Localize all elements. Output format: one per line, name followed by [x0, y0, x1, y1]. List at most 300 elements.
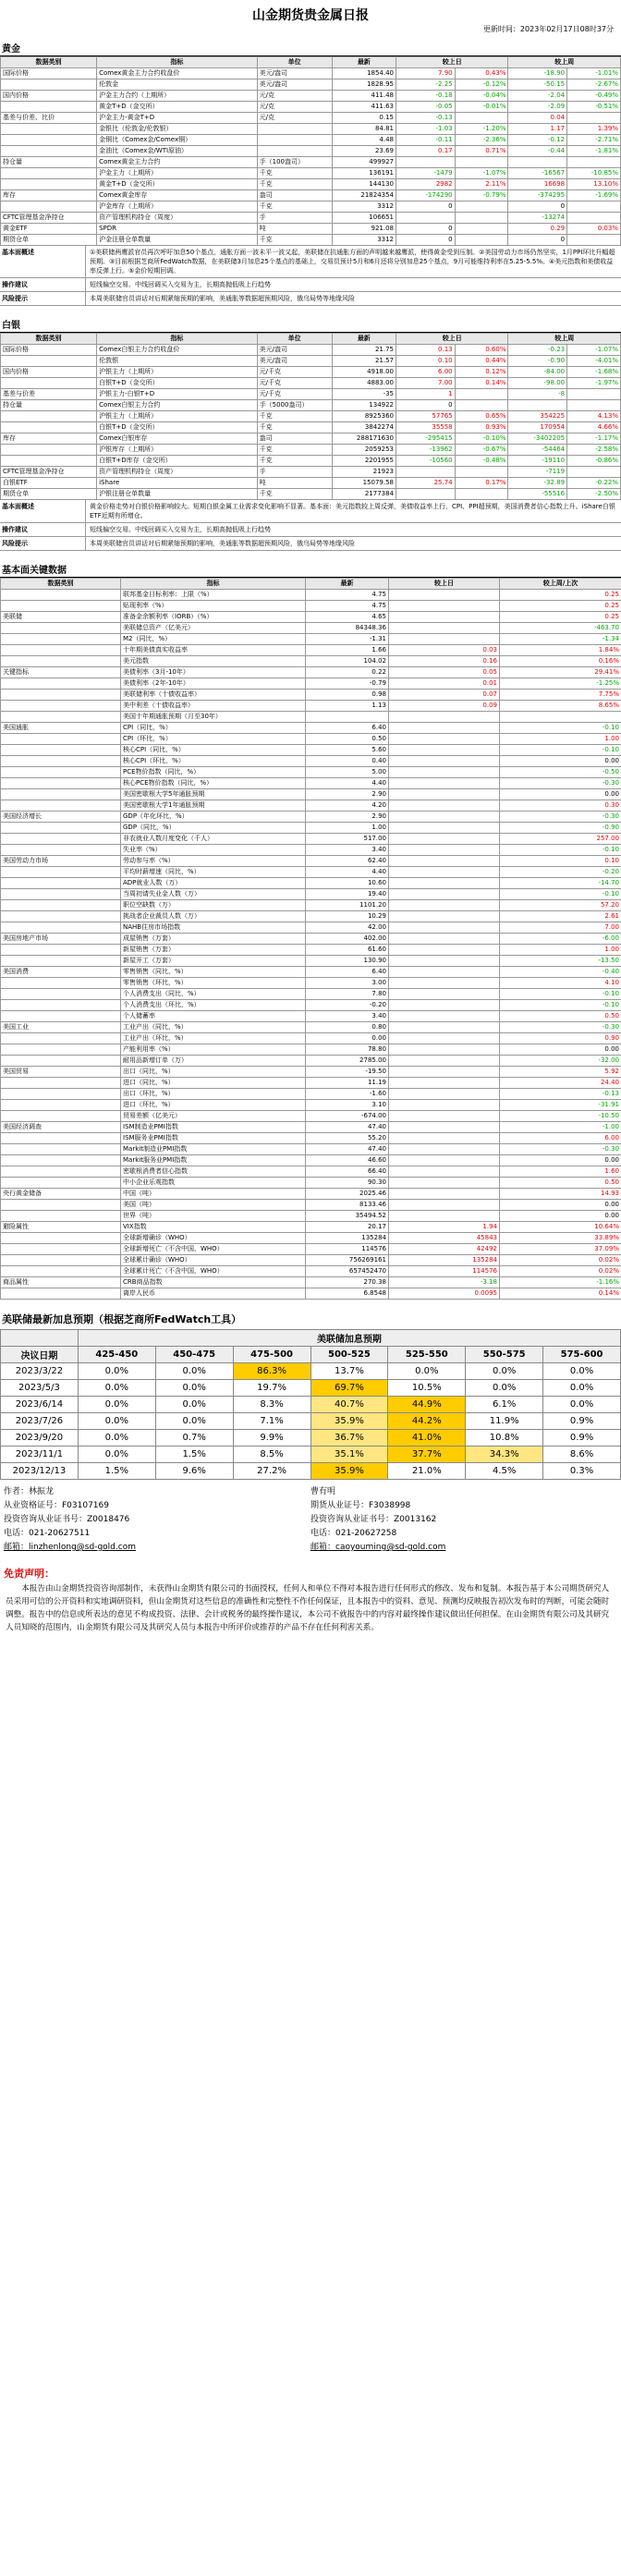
fedwatch-prob: 11.9% [466, 1413, 543, 1430]
macro-cell: 成屋销售（万套） [121, 934, 306, 945]
macro-row [1, 1056, 621, 1067]
silver-row [1, 389, 621, 400]
silver-row [1, 478, 621, 489]
gold-row [1, 79, 621, 91]
macro-cell [389, 945, 500, 956]
gold-cell: 沪金主力-黄金T+D [97, 113, 258, 124]
macro-cell [389, 911, 500, 922]
macro-cell: 0.14% [500, 1288, 621, 1300]
gold-cell [455, 213, 508, 224]
fedwatch-prob: 0.9% [543, 1413, 621, 1430]
macro-cell [389, 601, 500, 612]
macro-cell: 135284 [306, 1233, 389, 1244]
macro-cell: 世界（吨） [121, 1211, 306, 1222]
silver-cell [455, 489, 508, 500]
macro-cell [389, 1144, 500, 1155]
macro-cell: 517.00 [306, 834, 389, 845]
silver-cell: -2.50% [567, 489, 621, 500]
macro-row [1, 701, 621, 712]
macro-cell [389, 1078, 500, 1089]
fedwatch-prob: 35.1% [310, 1447, 388, 1463]
gold-cell: -2.67% [567, 79, 621, 91]
fedwatch-prob: 40.7% [310, 1397, 388, 1413]
macro-cell: 45843 [389, 1233, 500, 1244]
gold-cell: 16698 [508, 179, 567, 190]
silver-cell: -295415 [396, 433, 456, 445]
gold-cell [455, 157, 508, 168]
macro-cell: -1.31 [306, 634, 389, 645]
gold-cell: 0 [396, 235, 456, 246]
silver-notes [0, 500, 621, 551]
silver-row [1, 400, 621, 411]
gold-cell: 1.17 [508, 124, 567, 135]
gold-cell: 0 [508, 201, 567, 213]
fedwatch-prob: 7.1% [233, 1413, 310, 1430]
gold-cell: 0.17 [396, 146, 456, 157]
silver-cell: -7119 [508, 467, 567, 478]
silver-cell: 国内价格 [1, 367, 97, 378]
gold-note-label: 基本面概述 [0, 246, 86, 277]
silver-cell: -55516 [508, 489, 567, 500]
macro-cell [1, 900, 121, 911]
macro-cell [389, 967, 500, 978]
macro-cell: 37.09% [500, 1244, 621, 1255]
macro-header-cell: 最新 [306, 579, 389, 590]
macro-cell [389, 1122, 500, 1133]
gold-cell: 0.29 [508, 224, 567, 235]
macro-row [1, 1100, 621, 1111]
macro-cell: 出口（同比，%） [121, 1067, 306, 1078]
macro-cell: 美国劳动力市场 [1, 856, 121, 867]
macro-cell: 新屋开工（万套） [121, 956, 306, 967]
silver-cell: -35 [332, 389, 396, 400]
silver-cell: 国际价格 [1, 345, 97, 356]
fedwatch-prob: 1.5% [78, 1463, 155, 1480]
macro-cell [1, 1033, 121, 1044]
gold-cell: 21824354 [332, 190, 396, 201]
macro-row [1, 956, 621, 967]
macro-cell: 84348.36 [306, 623, 389, 634]
macro-cell: -0.10 [500, 745, 621, 756]
macro-row [1, 1078, 621, 1089]
macro-cell: 个人储蓄率 [121, 1011, 306, 1022]
fedwatch-prob: 37.7% [388, 1447, 466, 1463]
silver-cell: -1.97% [567, 378, 621, 389]
macro-cell: -1.25% [500, 678, 621, 690]
macro-table [0, 578, 621, 1300]
macro-cell [1, 956, 121, 967]
macro-cell [1, 1233, 121, 1244]
silver-cell: 4.13% [567, 411, 621, 422]
macro-row [1, 812, 621, 823]
silver-cell: 沪银注册仓单数量 [97, 489, 258, 500]
macro-cell: 平均时薪增速（同比，%） [121, 867, 306, 878]
silver-note-text: 本周美联储官员讲话对后期紧缩预期的影响，美通胀等数据超预期风险，俄乌局势等地缘风险 [90, 540, 355, 547]
gold-cell: 0.71% [455, 146, 508, 157]
macro-row [1, 834, 621, 845]
macro-row [1, 601, 621, 612]
gold-cell: 元/克 [257, 113, 332, 124]
macro-row [1, 623, 621, 634]
fedwatch-prob: 0.0% [155, 1380, 233, 1397]
macro-cell [389, 922, 500, 934]
gold-cell: 499927 [332, 157, 396, 168]
gold-cell [257, 135, 332, 146]
fedwatch-prob: 27.2% [233, 1463, 310, 1480]
fedwatch-prob: 19.7% [233, 1380, 310, 1397]
macro-cell: -0.20 [306, 1000, 389, 1011]
gold-cell: -0.49% [567, 91, 621, 102]
macro-cell [389, 789, 500, 800]
gold-cell: 黄金ETF [1, 224, 97, 235]
silver-cell [1, 422, 97, 433]
silver-cell: 持仓量 [1, 400, 97, 411]
macro-cell [389, 900, 500, 911]
main-header-cell: 单位 [257, 57, 332, 68]
silver-note-row [0, 500, 621, 523]
macro-cell: -0.20 [500, 867, 621, 878]
fedwatch-prob: 0.3% [543, 1463, 621, 1480]
silver-cell: 288171630 [332, 433, 396, 445]
macro-cell [389, 1089, 500, 1100]
macro-cell: 0.22 [306, 667, 389, 678]
macro-cell: 114576 [306, 1244, 389, 1255]
silver-cell: iShare [97, 478, 258, 489]
macro-cell [389, 1100, 500, 1111]
macro-cell: -6.00 [500, 934, 621, 945]
macro-row [1, 867, 621, 878]
macro-cell: GDP（年化环比，%） [121, 812, 306, 823]
macro-row [1, 1222, 621, 1233]
fedwatch-date: 2023/7/26 [1, 1413, 79, 1430]
silver-cell: 千克 [257, 489, 332, 500]
silver-cell [1, 411, 97, 422]
gold-row [1, 235, 621, 246]
macro-cell [389, 1056, 500, 1067]
macro-cell [1, 1166, 121, 1178]
macro-cell [1, 590, 121, 601]
macro-cell [389, 634, 500, 645]
macro-cell [389, 1200, 500, 1211]
silver-row [1, 456, 621, 467]
macro-cell [1, 1089, 121, 1100]
gold-cell: 0.43% [455, 68, 508, 79]
fedwatch-prob: 0.0% [543, 1363, 621, 1380]
macro-cell: -0.90 [500, 823, 621, 834]
silver-cell: 21923 [332, 467, 396, 478]
gold-cell: -13274 [508, 213, 567, 224]
fedwatch-prob: 21.0% [388, 1463, 466, 1480]
gold-cell: 吨 [257, 224, 332, 235]
macro-cell [1, 745, 121, 756]
macro-cell: 美国十年期通胀预期（月至30年） [121, 712, 306, 723]
gold-cell: 3312 [332, 201, 396, 213]
macro-cell: 0.00 [306, 1033, 389, 1044]
silver-cell [567, 467, 621, 478]
macro-cell: 联邦基金目标利率：上限（%） [121, 590, 306, 601]
macro-cell: 47.40 [306, 1144, 389, 1155]
fedwatch-col-header: 决议日期 [1, 1347, 79, 1363]
contact-line: 作者：林振龙 [4, 1487, 55, 1496]
gold-cell: -2.25 [396, 79, 456, 91]
macro-cell: 0.00 [500, 756, 621, 767]
macro-cell: 新屋销售（万套） [121, 945, 306, 956]
gold-row [1, 201, 621, 213]
macro-cell: 135284 [389, 1255, 500, 1266]
contact-line: 电话：021-20627511 [4, 1529, 91, 1538]
macro-cell: 贴现利率（%） [121, 601, 306, 612]
fedwatch-prob: 8.6% [543, 1447, 621, 1463]
macro-row [1, 989, 621, 1000]
report-title: 山金期货贵金属日报 [252, 8, 369, 23]
macro-cell: 美国房地产市场 [1, 934, 121, 945]
gold-cell: -0.44 [508, 146, 567, 157]
macro-row [1, 734, 621, 745]
macro-cell [389, 767, 500, 778]
macro-cell: 7.75% [500, 690, 621, 701]
gold-cell: -0.04% [455, 91, 508, 102]
silver-cell: 354225 [508, 411, 567, 422]
macro-cell: -31.91 [500, 1100, 621, 1111]
macro-row [1, 667, 621, 678]
gold-cell: 期货仓单 [1, 235, 97, 246]
macro-cell: 0.50 [500, 1178, 621, 1189]
macro-cell: -1.34 [500, 634, 621, 645]
macro-cell: 29.41% [500, 667, 621, 678]
silver-cell: -3402205 [508, 433, 567, 445]
contact-line: 曹有明 [310, 1487, 336, 1496]
gold-cell: -50.15 [508, 79, 567, 91]
macro-header-cell: 较上日 [389, 579, 500, 590]
silver-cell: 7.00 [396, 378, 456, 389]
fedwatch-prob: 0.0% [155, 1397, 233, 1413]
macro-cell: 十年期美债真实收益率 [121, 645, 306, 656]
macro-cell: 央行黄金储备 [1, 1189, 121, 1200]
gold-cell [396, 157, 456, 168]
contact-line: 从业资格证号：F03107169 [4, 1501, 109, 1510]
silver-row [1, 411, 621, 422]
macro-cell: 个人消费支出（同比，%） [121, 989, 306, 1000]
macro-cell [1, 645, 121, 656]
macro-cell [1, 1255, 121, 1266]
macro-cell: -0.10 [500, 723, 621, 734]
gold-row [1, 124, 621, 135]
gold-cell: 2982 [396, 179, 456, 190]
macro-cell: 0.02% [500, 1255, 621, 1266]
macro-cell [1, 989, 121, 1000]
fedwatch-prob: 41.0% [388, 1430, 466, 1447]
macro-cell: 美债利率（2年-10年） [121, 678, 306, 690]
macro-cell: 257.00 [500, 834, 621, 845]
gold-cell: Comex黄金主力合约 [97, 157, 258, 168]
macro-cell: ISM制造业PMI指数 [121, 1122, 306, 1133]
gold-cell [257, 124, 332, 135]
macro-cell: -0.10 [500, 845, 621, 856]
macro-cell: 42.00 [306, 922, 389, 934]
contact-line: 电话：021-20627258 [310, 1529, 397, 1538]
macro-cell: VIX指数 [121, 1222, 306, 1233]
macro-cell: 14.93 [500, 1189, 621, 1200]
gold-cell: 千克 [257, 201, 332, 213]
macro-row [1, 922, 621, 934]
macro-cell: 0.00 [500, 1200, 621, 1211]
macro-row [1, 1189, 621, 1200]
fedwatch-prob: 9.9% [233, 1430, 310, 1447]
gold-cell: 7.90 [396, 68, 456, 79]
fedwatch-col-header: 550-575 [466, 1347, 543, 1363]
macro-cell: 密歇根消费者信心指数 [121, 1166, 306, 1178]
silver-note-text: 黄金价格走势对白银价格影响较大。短期白银金属工业需求变化影响不显著。基本面：美元指数较上周反弹，美债收益率上行，CPI、PPI超预期，美国消费者信心指数上升。iShare白银ETF近期有所增仓。 [90, 503, 615, 519]
macro-cell: 工业产出（环比，%） [121, 1033, 306, 1044]
macro-cell [1, 1011, 121, 1022]
silver-cell [1, 456, 97, 467]
gold-cell: 0.15 [332, 113, 396, 124]
macro-row [1, 712, 621, 723]
gold-row [1, 224, 621, 235]
macro-row [1, 889, 621, 900]
silver-cell: CFTC管理基金净持仓 [1, 467, 97, 478]
fedwatch-prob: 0.0% [78, 1380, 155, 1397]
fedwatch-prob: 13.7% [310, 1363, 388, 1380]
silver-cell: 吨 [257, 478, 332, 489]
silver-cell: 4918.00 [332, 367, 396, 378]
silver-cell: 0.13 [396, 345, 456, 356]
macro-cell: 失业率（%） [121, 845, 306, 856]
macro-cell: 进口（同比，%） [121, 1078, 306, 1089]
silver-cell: Comex白银主力合约 [97, 400, 258, 411]
gold-row [1, 179, 621, 190]
macro-cell [1, 1244, 121, 1255]
macro-cell: 关键指标 [1, 667, 121, 678]
silver-cell: 57765 [396, 411, 456, 422]
gold-cell: 美元/盎司 [257, 68, 332, 79]
macro-cell [389, 612, 500, 623]
silver-cell: -98.00 [508, 378, 567, 389]
fedwatch-col-header: 525-550 [388, 1347, 466, 1363]
silver-cell [396, 467, 456, 478]
gold-cell: -374295 [508, 190, 567, 201]
fedwatch-prob: 36.7% [310, 1430, 388, 1447]
macro-cell: 2785.00 [306, 1056, 389, 1067]
gold-row [1, 135, 621, 146]
macro-cell [389, 856, 500, 867]
gold-cell: 0 [508, 235, 567, 246]
silver-cell: -54464 [508, 445, 567, 456]
macro-cell: 7.00 [500, 922, 621, 934]
macro-cell [389, 867, 500, 878]
macro-cell: 0.80 [306, 1022, 389, 1033]
fedwatch-prob: 0.0% [543, 1397, 621, 1413]
gold-cell: 1854.40 [332, 68, 396, 79]
macro-cell: 0.02% [500, 1266, 621, 1277]
macro-cell: 全球新增确诊（WHO） [121, 1233, 306, 1244]
gold-cell: -0.05 [396, 102, 456, 113]
macro-cell [389, 1211, 500, 1222]
macro-cell: 4.10 [500, 978, 621, 989]
silver-cell: 千克 [257, 456, 332, 467]
macro-row [1, 856, 621, 867]
macro-cell [1, 690, 121, 701]
macro-row [1, 934, 621, 945]
macro-cell: 美国经济增长 [1, 812, 121, 823]
silver-cell: 25.74 [396, 478, 456, 489]
silver-cell: 134922 [332, 400, 396, 411]
silver-cell [396, 489, 456, 500]
macro-row [1, 1200, 621, 1211]
macro-cell: 0.01 [389, 678, 500, 690]
gold-cell: -2.36% [455, 135, 508, 146]
silver-cell: 伦敦银 [97, 356, 258, 367]
macro-row [1, 778, 621, 789]
fedwatch-col-header: 575-600 [543, 1347, 621, 1363]
gold-cell: 沪金主力合约（上期所） [97, 91, 258, 102]
macro-row [1, 1288, 621, 1300]
macro-cell: CRB商品指数 [121, 1277, 306, 1288]
macro-cell: 5.60 [306, 745, 389, 756]
gold-row [1, 190, 621, 201]
macro-cell: 0.03 [389, 645, 500, 656]
fedwatch-prob: 35.9% [310, 1463, 388, 1480]
macro-cell: 5.92 [500, 1067, 621, 1078]
macro-cell [389, 1155, 500, 1166]
macro-cell: 0.30 [500, 800, 621, 812]
silver-section-title: 白银 [0, 315, 621, 333]
silver-cell: 千克 [257, 422, 332, 433]
macro-cell: 商品属性 [1, 1277, 121, 1288]
macro-cell: 贸易差额（亿美元） [121, 1111, 306, 1122]
gold-cell: -1.69% [567, 190, 621, 201]
silver-cell: 沪银主力-白银T+D [97, 389, 258, 400]
macro-cell: 核心CPI（环比，%） [121, 756, 306, 767]
fedwatch-date: 2023/5/3 [1, 1380, 79, 1397]
macro-row [1, 745, 621, 756]
macro-cell: 核心PCE物价指数（同比，%） [121, 778, 306, 789]
silver-cell: -10560 [396, 456, 456, 467]
silver-cell: 1 [396, 389, 456, 400]
macro-row [1, 767, 621, 778]
gold-note-row [0, 278, 621, 292]
silver-cell: 21.57 [332, 356, 396, 367]
macro-cell: 当周初请失业金人数（万） [121, 889, 306, 900]
gold-cell: -1.03 [396, 124, 456, 135]
silver-cell: -19110 [508, 456, 567, 467]
macro-cell: 0.50 [500, 1011, 621, 1022]
macro-row [1, 1178, 621, 1189]
fedwatch-prob: 69.7% [310, 1380, 388, 1397]
fedwatch-prob: 0.0% [388, 1363, 466, 1380]
silver-note-label: 基本面概述 [0, 500, 86, 522]
macro-cell [1, 701, 121, 712]
macro-cell: 55.20 [306, 1133, 389, 1144]
macro-cell: -19.50 [306, 1067, 389, 1078]
gold-cell: 手 [257, 213, 332, 224]
gold-cell: -10.85% [567, 168, 621, 179]
macro-cell: 20.17 [306, 1222, 389, 1233]
silver-cell: -32.89 [508, 478, 567, 489]
gold-cell [1, 146, 97, 157]
silver-cell: 元/千克 [257, 378, 332, 389]
macro-cell: 0.50 [306, 734, 389, 745]
macro-cell: 402.00 [306, 934, 389, 945]
gold-cell: 144130 [332, 179, 396, 190]
macro-cell: -1.00 [500, 1122, 621, 1133]
silver-cell: 手 [257, 467, 332, 478]
macro-cell: 0.07 [389, 690, 500, 701]
gold-cell [508, 157, 567, 168]
macro-cell: 1.94 [389, 1222, 500, 1233]
macro-cell: 美联储利率（十债收益率） [121, 690, 306, 701]
gold-row [1, 68, 621, 79]
